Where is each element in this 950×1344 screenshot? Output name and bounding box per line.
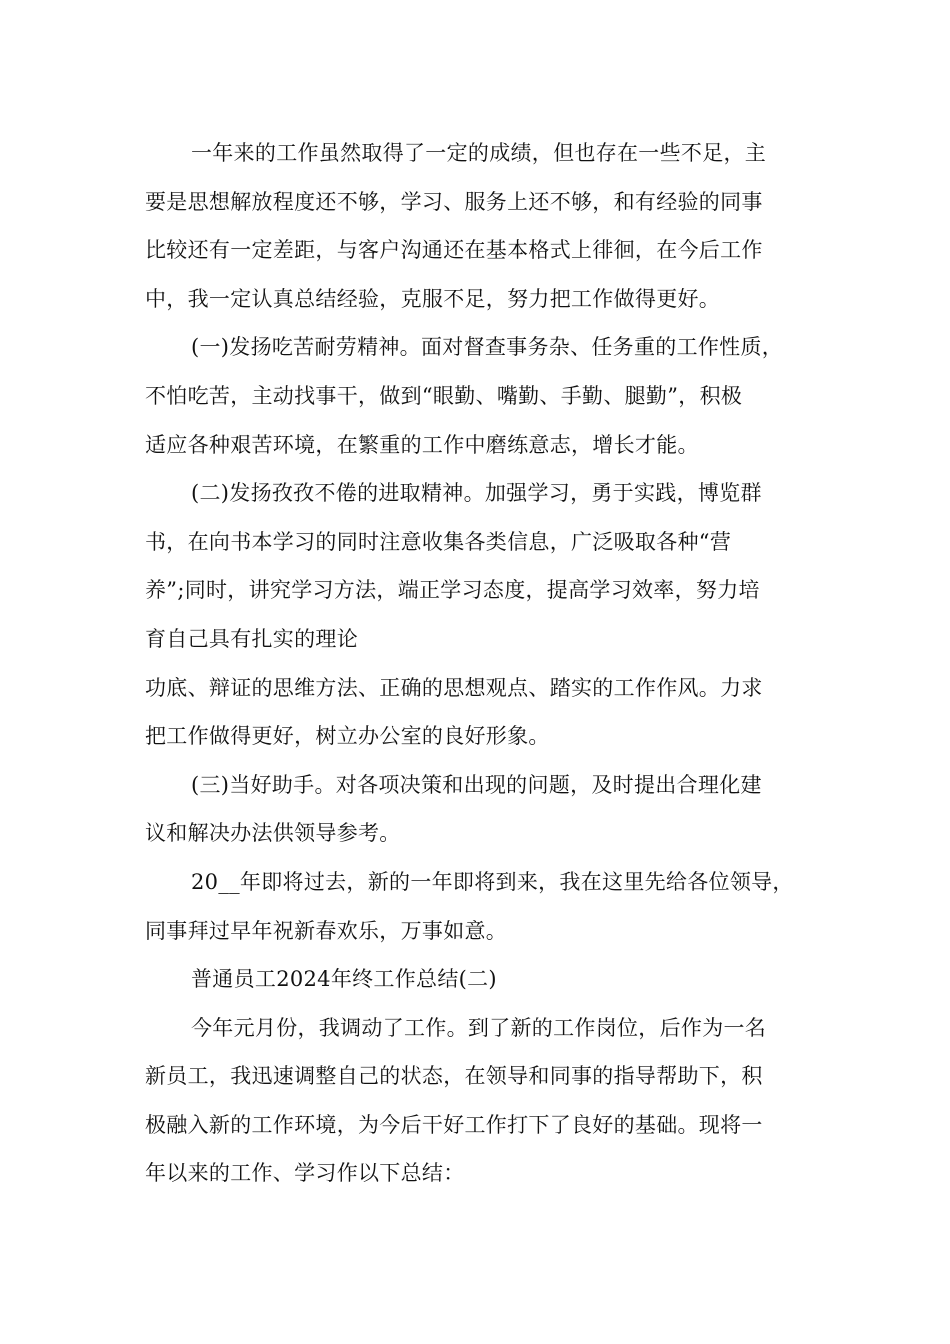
paragraph-line: 新员工，我迅速调整自己的状态，在领导和同事的指导帮助下，积 xyxy=(145,1064,763,1089)
paragraph-line: (二)发扬孜孜不倦的进取精神。加强学习，勇于实践，博览群 xyxy=(191,481,762,506)
paragraph-line: 功底、辩证的思维方法、正确的思想观点、踏实的工作作风。力求 xyxy=(145,675,763,700)
paragraph-line: (一)发扬吃苦耐劳精神。面对督查事务杂、任务重的工作性质， xyxy=(191,335,784,360)
paragraph-line: 要是思想解放程度还不够，学习、服务上还不够，和有经验的同事 xyxy=(145,189,763,214)
paragraph-line: 20__年即将过去，新的一年即将到来，我在这里先给各位领导， xyxy=(191,869,794,894)
paragraph-line: 不怕吃苦，主动找事干，做到“眼勤、嘴勤、手勤、腿勤”，积极 xyxy=(145,383,743,408)
paragraph-line: 今年元月份，我调动了工作。到了新的工作岗位，后作为一名 xyxy=(191,1015,767,1040)
paragraph-line: 比较还有一定差距，与客户沟通还在基本格式上徘徊，在今后工作 xyxy=(145,238,763,263)
section-heading: 普通员工2024年终工作总结(二) xyxy=(191,967,497,992)
paragraph-line: 书，在向书本学习的同时注意收集各类信息，广泛吸取各种“营 xyxy=(145,529,732,554)
paragraph-line: 一年来的工作虽然取得了一定的成绩，但也存在一些不足，主 xyxy=(191,141,767,165)
paragraph-line: 极融入新的工作环境，为今后干好工作打下了良好的基础。现将一 xyxy=(145,1112,763,1137)
paragraph-line: 养”;同时，讲究学习方法，端正学习态度，提高学习效率，努力培 xyxy=(145,578,760,603)
paragraph-line: 同事拜过早年祝新春欢乐，万事如意。 xyxy=(145,918,508,943)
paragraph-line: 议和解决办法供领导参考。 xyxy=(145,821,401,846)
document-body xyxy=(145,129,815,1198)
paragraph-line: 育自己具有扎实的理论 xyxy=(145,626,358,651)
paragraph-line: 中，我一定认真总结经验，克服不足，努力把工作做得更好。 xyxy=(145,286,721,311)
paragraph-line: (三)当好助手。对各项决策和出现的问题，及时提出合理化建 xyxy=(191,772,762,797)
paragraph-line: 把工作做得更好，树立办公室的良好形象。 xyxy=(145,724,550,749)
paragraph-line: 年以来的工作、学习作以下总结： xyxy=(145,1161,465,1186)
paragraph-line: 适应各种艰苦环境，在繁重的工作中磨练意志，增长才能。 xyxy=(145,432,699,457)
